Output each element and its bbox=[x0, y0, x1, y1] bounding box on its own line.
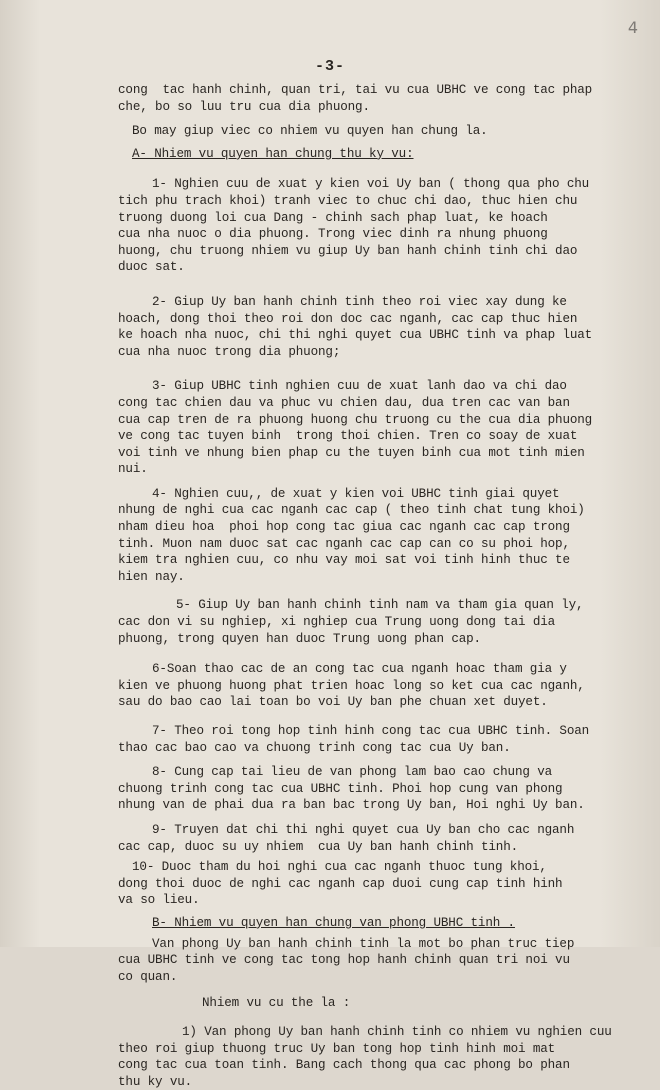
text-line: kien ve phuong huong phat trien hoac long so ket cua cac nganh, bbox=[118, 678, 585, 693]
text-line: Van phong Uy ban hanh chinh tinh la mot bo phan truc tiep bbox=[152, 936, 575, 951]
text-line: cua UBHC tinh ve cong tac tong hop hanh chinh quan tri noi vu bbox=[118, 953, 570, 968]
text-line: va so lieu. bbox=[118, 893, 200, 908]
text-line: che, bo so luu tru cua dia phuong. bbox=[118, 99, 370, 114]
text-line: ve cong tac tuyen binh trong thoi chien. Tren co soay de xuat bbox=[118, 429, 578, 444]
text-line: nham dieu hoa phoi hop cong tac giua cac nganh cac cap trong bbox=[118, 520, 570, 535]
text-line: 5- Giup Uy ban hanh chinh tinh nam va tham gia quan ly, bbox=[176, 598, 584, 613]
text-line: duoc sat. bbox=[118, 260, 185, 275]
text-line: sau do bao cao lai toan bo voi Uy ban phe chuan xet duyet. bbox=[118, 695, 548, 710]
text-line: hien nay. bbox=[118, 569, 185, 584]
text-line: tich phu trach khoi) tranh viec to chuc chi dao, thuc hien chu bbox=[118, 193, 578, 208]
text-line: thu ky vu. bbox=[118, 1074, 193, 1089]
text-line: cua nha nuoc trong dia phuong; bbox=[118, 344, 341, 359]
text-line: cac cap, duoc su uy nhiem cua Uy ban hanh chinh tinh. bbox=[118, 839, 519, 854]
text-line: kiem tra nghien cuu, co nhu vay moi sat voi tinh hinh thuc te bbox=[118, 553, 570, 568]
section-heading-a: A- Nhiem vu quyen han chung thu ky vu: bbox=[132, 146, 414, 161]
text-line: cac don vi su nghiep, xi nghiep cua Trung uong dong tai dia bbox=[118, 615, 556, 630]
text-line: voi tinh ve nhung bien phap cu the tuyen binh cua mot tinh mien bbox=[118, 445, 585, 460]
text-line: Bo may giup viec co nhiem vu quyen han chung la. bbox=[132, 124, 488, 139]
section-heading-b: B- Nhiem vu quyen han chung van phong UBHC tinh . bbox=[152, 915, 515, 930]
text-line: cua cap tren de ra phuong huong chu truong cu the cua dia phuong bbox=[118, 412, 593, 427]
text-line: huong, chu truong nhiem vu giup Uy ban hanh chinh tinh chi dao bbox=[118, 243, 578, 258]
text-line: truong duong loi cua Dang - chinh sach phap luat, ke hoach bbox=[118, 210, 548, 225]
text-line: cong tac chien dau va phuc vu chien dau, dua tren cac van ban bbox=[118, 395, 570, 410]
text-line: ke hoach nha nuoc, chi thi nghi quyet cua UBHC tinh va phap luat bbox=[118, 328, 593, 343]
corner-page-mark: 4 bbox=[627, 18, 638, 37]
text-line: 2- Giup Uy ban hanh chinh tinh theo roi viec xay dung ke bbox=[152, 294, 567, 309]
text-line: 8- Cung cap tai lieu de van phong lam bao cao chung va bbox=[152, 765, 553, 780]
text-line: hoach, dong thoi theo roi don doc cac nganh, cac cap thuc hien bbox=[118, 311, 578, 326]
text-line: tinh. Muon nam duoc sat cac nganh cac cap can co su phoi hop, bbox=[118, 536, 570, 551]
text-line: thao cac bao cao va chuong trinh cong tac cua Uy ban. bbox=[118, 740, 511, 755]
text-line: 3- Giup UBHC tinh nghien cuu de xuat lanh dao va chi dao bbox=[152, 379, 567, 394]
text-line: nui. bbox=[118, 462, 148, 477]
text-line: nhung de nghi cua cac nganh cac cap ( theo tinh chat tung khoi) bbox=[118, 503, 585, 518]
text-line: cua nha nuoc o dia phuong. Trong viec dinh ra nhung phuong bbox=[118, 227, 548, 242]
text-line: 4- Nghien cuu,, de xuat y kien voi UBHC tinh giai quyet bbox=[152, 486, 560, 501]
text-line: cong tac cua toan tinh. Bang cach thong qua cac phong bo phan bbox=[118, 1058, 570, 1073]
text-line: 10- Duoc tham du hoi nghi cua cac nganh thuoc tung khoi, bbox=[132, 860, 547, 875]
text-line: nhung van de phai dua ra ban bac trong Uy ban, Hoi nghi Uy ban. bbox=[118, 798, 585, 813]
text-line: Nhiem vu cu the la : bbox=[202, 996, 351, 1011]
text-line: cong tac hanh chinh, quan tri, tai vu cua UBHC ve cong tac phap bbox=[118, 83, 593, 97]
text-line: 1- Nghien cuu de xuat y kien voi Uy ban ( thong qua pho chu bbox=[152, 177, 590, 192]
text-line: 6-Soan thao cac de an cong tac cua nganh hoac tham gia y bbox=[152, 662, 567, 677]
text-line: theo roi giup thuong truc Uy ban tong hop tinh hinh moi mat bbox=[118, 1041, 556, 1056]
text-line: co quan. bbox=[118, 969, 178, 984]
text-line: 1) Van phong Uy ban hanh chinh tinh co nhiem vu nghien cuu bbox=[182, 1024, 612, 1039]
page-number: -3- bbox=[314, 58, 345, 75]
document-body bbox=[118, 82, 658, 1090]
text-line: dong thoi duoc de nghi cac nganh cap duoi cung cap tinh hinh bbox=[118, 876, 563, 891]
text-line: 9- Truyen dat chi thi nghi quyet cua Uy ban cho cac nganh bbox=[152, 822, 575, 837]
text-line: chuong trinh cong tac cua UBHC tinh. Phoi hop cung van phong bbox=[118, 781, 563, 796]
text-line: 7- Theo roi tong hop tinh hinh cong tac cua UBHC tinh. Soan bbox=[152, 724, 590, 738]
text-line: phuong, trong quyen han duoc Trung uong phan cap. bbox=[118, 631, 481, 646]
